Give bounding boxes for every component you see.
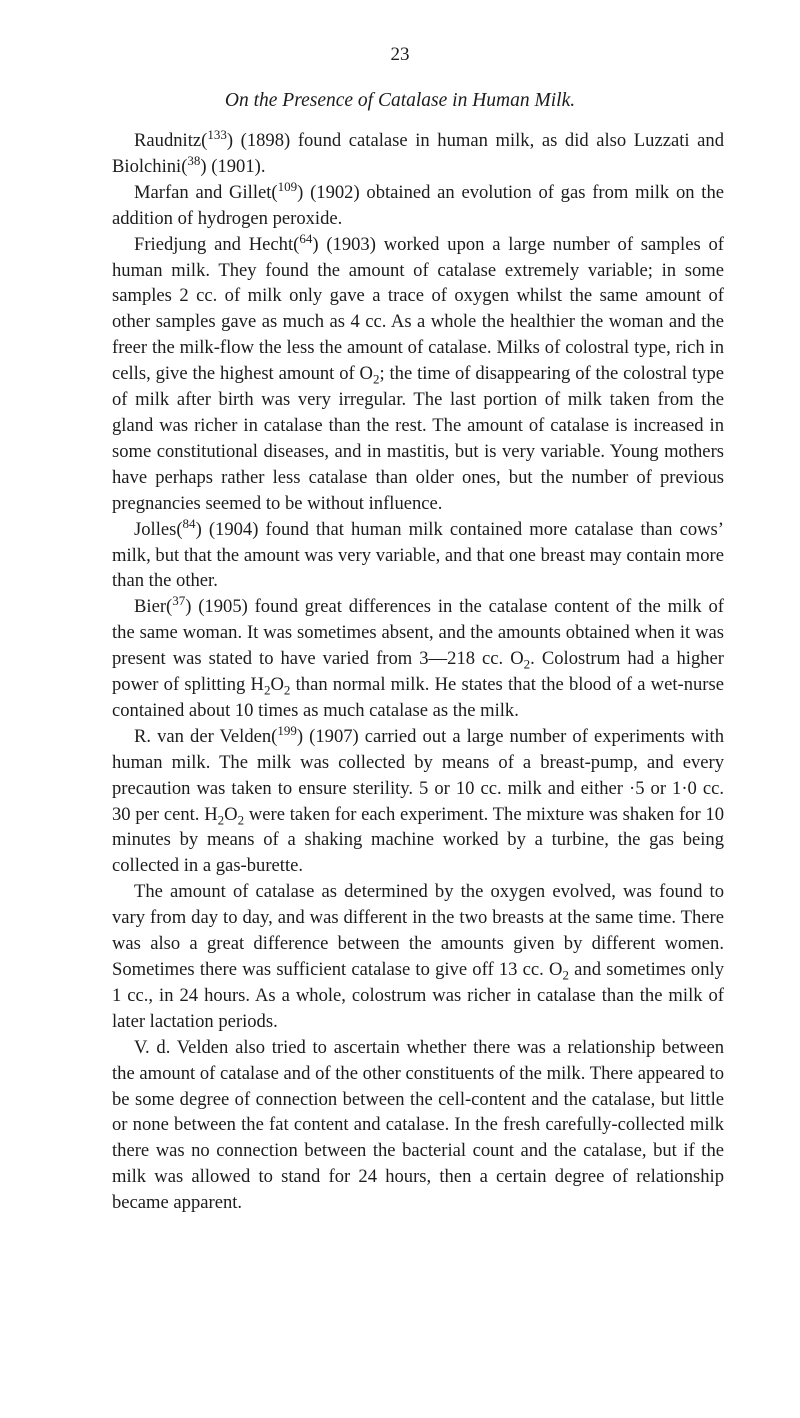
text-run: The amount of catalase as determined by the oxygen evolved, was found to vary from day to day, and was different in the two breasts at the same time. There was also a great difference between the amounts given by different women. Sometimes there was sufficient catalase to give off 13 cc. O [112, 881, 724, 980]
paragraph-8 [112, 1035, 724, 1216]
chemical-subscript: 2 [562, 967, 569, 983]
chemical-subscript: 2 [283, 682, 291, 698]
paragraph-4 [112, 517, 724, 595]
text-run: ) (1904) found that human milk contained more catalase than cows’ milk, but that the amount was very variable, and that one breast may contain more than the other. [112, 518, 724, 592]
text-run: Bier( [134, 596, 173, 618]
paragraph-5 [112, 594, 724, 724]
text-run: R. van der Velden( [134, 725, 278, 747]
body-text [112, 128, 724, 1216]
paragraph-1 [112, 128, 724, 180]
paragraph-6 [112, 724, 724, 879]
reference-number: 64 [299, 230, 313, 246]
text-run: ; the time of disappearing of the colostral type of milk after birth was very irregular. The last portion of milk taken from the gland was richer in catalase than the rest. The amount of catalase is increased in some constitutional diseases, and in mastitis, but is very variable. Young mothers have perhaps rather less catalase than older ones, but the number of previous pregnancies seemed to be without influence. [112, 363, 724, 514]
running-title: On the Presence of Catalase in Human Milk. [224, 90, 576, 111]
text-run: Marfan and Gillet( [134, 181, 278, 203]
text-run: . Colostrum had a higher power of splitting H [112, 648, 725, 696]
text-run: Raudnitz( [134, 130, 208, 151]
text-run: than normal milk. He states that the blood of a wet-nurse contained about 10 times as much catalase as the milk. [112, 674, 724, 721]
reference-number: 109 [277, 178, 298, 194]
paragraph-3 [112, 232, 724, 517]
text-run: were taken for each experiment. The mixture was shaken for 10 minutes by means of a shaking machine worked by a turbine, the gas being collected in a gas-burette. [112, 803, 724, 877]
text-run: ) (1902) obtained an evolution of gas from milk on the addition of hydrogen peroxide. [112, 181, 724, 229]
paragraph-7 [112, 879, 724, 1034]
reference-number: 133 [207, 127, 227, 142]
reference-number: 199 [277, 722, 297, 738]
text-run: ) (1903) worked upon a large number of samples of human milk. They found the amount of catalase extremely variable; in some samples 2 cc. of milk only gave a trace of oxygen whilst the same amount of other samples gave as much as 4 cc. As a whole the healthier the woman and the freer the milk-flow the less the amount of catalase. Milks of colostral type, rich in cells, give the highest amount of O [112, 233, 724, 385]
text-run: Friedjung and Hecht( [134, 233, 300, 255]
chemical-subscript: 2 [217, 812, 225, 828]
page-number: 23 [390, 44, 410, 65]
reference-number: 38 [187, 152, 201, 168]
text-run: and sometimes only 1 cc., in 24 hours. As a whole, colostrum was richer in catalase than the milk of later lactation periods. [112, 959, 724, 1032]
chemical-subscript: 2 [523, 656, 531, 672]
text-run: Jolles( [134, 518, 183, 540]
reference-number: 37 [172, 593, 186, 609]
text-run: ) (1907) carried out a large number of experiments with human milk. The milk was collected by means of a breast-pump, and every precaution was taken to ensure sterility. 5 or 10 cc. milk and either ·5 or 1·0 cc. 30 per cent. H [112, 725, 724, 825]
reference-number: 84 [182, 515, 196, 531]
paragraph-2 [112, 180, 724, 232]
chemical-subscript: 2 [263, 682, 271, 698]
text-run: O [270, 674, 284, 696]
chemical-subscript: 2 [372, 371, 380, 387]
text-run: ) (1901). [200, 155, 266, 177]
chemical-subscript: 2 [237, 812, 245, 828]
text-run: ) (1905) found great differences in the catalase content of the milk of the same woman. It was sometimes absent, and the amounts obtained when it was present was stated to have varied from 3—218 cc. O [112, 596, 724, 670]
text-run: O [224, 803, 238, 825]
text-run: V. d. Velden also tried to ascertain whether there was a relationship between the amount of catalase and of the other constituents of the milk. There appeared to be some degree of connection between the cell-content and the catalase, but little or none between the fat content and catalase. In the fresh carefully-collected milk there was no connection between the bacterial count and the catalase, but if the milk was allowed to stand for 24 hours, then a certain degree of relationship became apparent. [112, 1036, 724, 1214]
text-run: ) (1898) found catalase in human milk, as did also Luzzati and Biolchini( [112, 130, 724, 177]
